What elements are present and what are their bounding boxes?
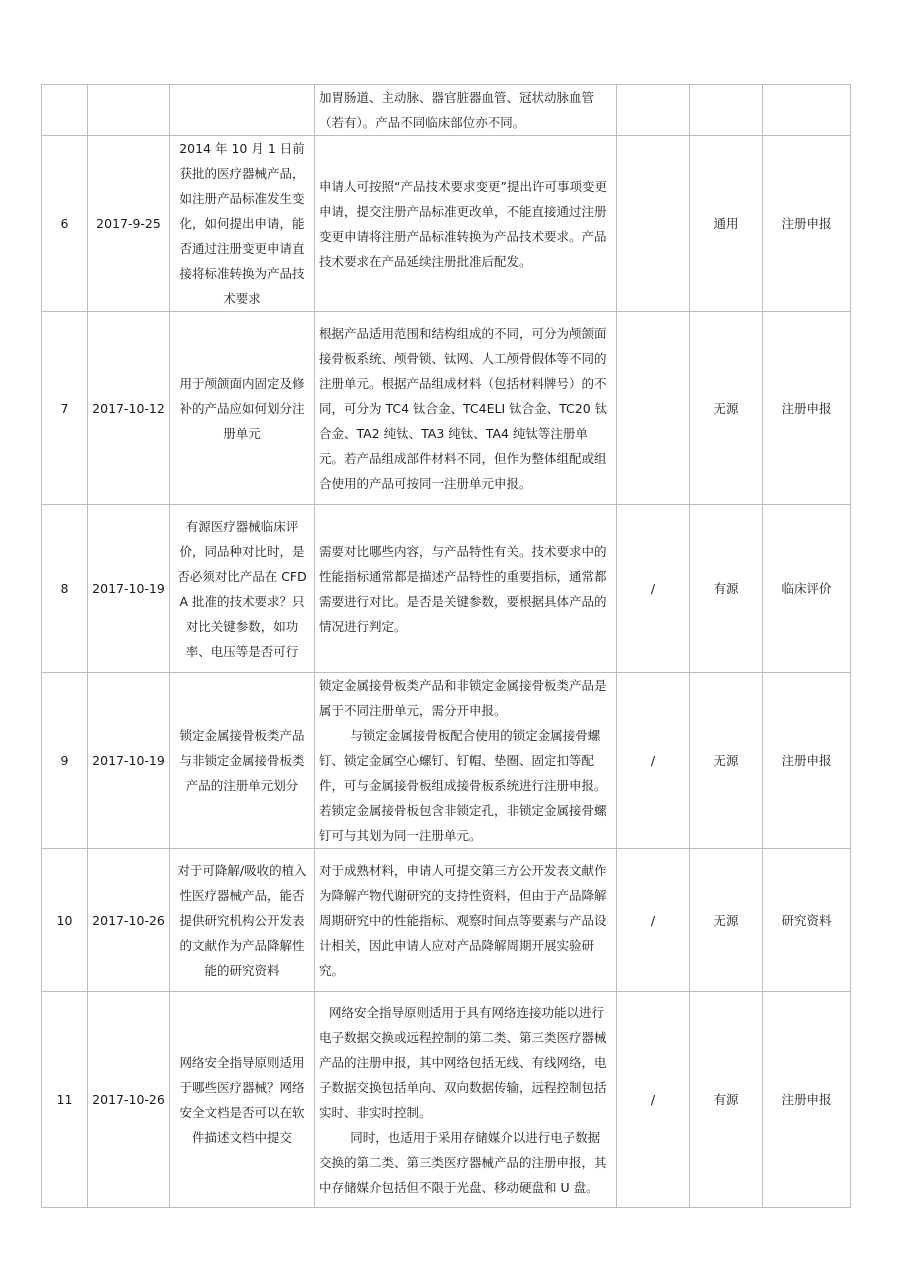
row-category: 临床评价 <box>763 505 851 673</box>
row-category <box>763 85 851 136</box>
row-type: 有源 <box>690 505 763 673</box>
row-number: 7 <box>42 312 88 505</box>
row-answer <box>315 312 617 505</box>
row-category: 注册申报 <box>763 992 851 1208</box>
answer-paragraph: 与锁定金属接骨板配合使用的锁定金属接骨螺钉、锁定金属空心螺钉、钉帽、垫圈、固定扣等配件，可与金属接骨板组成接骨板系统进行注册申报。若锁定金属接骨板包含非锁定孔，非锁定金属接骨螺钉可与其划为同一注册单元。 <box>319 728 607 843</box>
answer-paragraph: 对于成熟材料，申请人可提交第三方公开发表文献作为降解产物代谢研究的支持性资料，但由于产品降解周期研究中的性能指标、观察时间点等要素与产品设计相关，因此申请人应对产品降解周期开展实验研究。 <box>319 862 607 978</box>
row-reference: / <box>617 992 690 1208</box>
row-question <box>170 85 315 136</box>
row-reference <box>617 312 690 505</box>
row-answer <box>315 673 617 849</box>
row-date: 2017-10-19 <box>88 673 170 849</box>
answer-paragraph: 加胃肠道、主动脉、器官脏器血管、冠状动脉血管（若有）。产品不同临床部位亦不同。 <box>319 90 595 130</box>
row-category: 注册申报 <box>763 136 851 312</box>
qa-table <box>41 84 851 1208</box>
answer-paragraph: 申请人可按照“产品技术要求变更”提出许可事项变更申请，提交注册产品标准更改单，不能直接通过注册变更申请将注册产品标准转换为产品技术要求。产品技术要求在产品延续注册批准后配发。 <box>319 178 607 269</box>
row-number: 11 <box>42 992 88 1208</box>
row-answer <box>315 849 617 992</box>
row-question: 2014 年 10 月 1 日前获批的医疗器械产品，如注册产品标准发生变化，如何提出申请，能否通过注册变更申请直接将标准转换为产品技术要求 <box>170 136 315 312</box>
row-type: 无源 <box>690 673 763 849</box>
row-reference <box>617 85 690 136</box>
row-question: 有源医疗器械临床评价，同品种对比时，是否必须对比产品在 CFDA 批准的技术要求？只对比关键参数，如功率、电压等是否可行 <box>170 505 315 673</box>
answer-paragraph: 锁定金属接骨板类产品和非锁定金属接骨板类产品是属于不同注册单元，需分开申报。 <box>319 678 607 718</box>
row-reference <box>617 136 690 312</box>
row-type: 无源 <box>690 849 763 992</box>
row-type: 通用 <box>690 136 763 312</box>
row-question: 网络安全指导原则适用于哪些医疗器械？网络安全文档是否可以在软件描述文档中提交 <box>170 992 315 1208</box>
table-row <box>42 673 851 849</box>
row-question: 对于可降解/吸收的植入性医疗器械产品，能否提供研究机构公开发表的文献作为产品降解性能的研究资料 <box>170 849 315 992</box>
table-row <box>42 849 851 992</box>
row-date: 2017-10-19 <box>88 505 170 673</box>
row-number: 10 <box>42 849 88 992</box>
row-date: 2017-10-26 <box>88 992 170 1208</box>
row-question: 用于颅颌面内固定及修补的产品应如何划分注册单元 <box>170 312 315 505</box>
row-type: 无源 <box>690 312 763 505</box>
row-number: 9 <box>42 673 88 849</box>
table-row <box>42 136 851 312</box>
row-category: 注册申报 <box>763 673 851 849</box>
table-row <box>42 85 851 136</box>
row-question: 锁定金属接骨板类产品与非锁定金属接骨板类产品的注册单元划分 <box>170 673 315 849</box>
row-number <box>42 85 88 136</box>
table-row <box>42 312 851 505</box>
row-answer <box>315 992 617 1208</box>
row-reference: / <box>617 505 690 673</box>
answer-paragraph: 需要对比哪些内容，与产品特性有关。技术要求中的性能指标通常都是描述产品特性的重要指标，通常都需要进行对比。是否是关键参数，要根据具体产品的情况进行判定。 <box>319 543 607 634</box>
row-date: 2017-9-25 <box>88 136 170 312</box>
row-category: 研究资料 <box>763 849 851 992</box>
row-date: 2017-10-26 <box>88 849 170 992</box>
row-reference: / <box>617 673 690 849</box>
row-number: 6 <box>42 136 88 312</box>
row-date: 2017-10-12 <box>88 312 170 505</box>
row-type: 有源 <box>690 992 763 1208</box>
answer-paragraph: 根据产品适用范围和结构组成的不同，可分为颅颌面接骨板系统、颅骨锁、钛网、人工颅骨假体等不同的注册单元。根据产品组成材料（包括材料牌号）的不同，可分为 TC4 钛合金、TC4ELI 钛合金、TC20 钛合金、TA2 纯钛、TA3 纯钛、TA4 纯钛等注册单元。若产品组成部件材料不同，但作为整体组配或组合使用的产品可按同一注册单元申报。 <box>319 325 608 491</box>
row-category: 注册申报 <box>763 312 851 505</box>
table-row <box>42 505 851 673</box>
answer-paragraph: 网络安全指导原则适用于具有网络连接功能以进行电子数据交换或远程控制的第二类、第三类医疗器械产品的注册申报，其中网络包括无线、有线网络，电子数据交换包括单向、双向数据传输，远程控制包括实时、非实时控制。 <box>319 1004 607 1120</box>
row-date <box>88 85 170 136</box>
row-answer <box>315 136 617 312</box>
row-answer <box>315 505 617 673</box>
table-row <box>42 992 851 1208</box>
row-reference: / <box>617 849 690 992</box>
row-answer <box>315 85 617 136</box>
answer-paragraph: 同时，也适用于采用存储媒介以进行电子数据交换的第二类、第三类医疗器械产品的注册申报，其中存储媒介包括但不限于光盘、移动硬盘和 U 盘。 <box>319 1129 607 1195</box>
row-number: 8 <box>42 505 88 673</box>
row-type <box>690 85 763 136</box>
